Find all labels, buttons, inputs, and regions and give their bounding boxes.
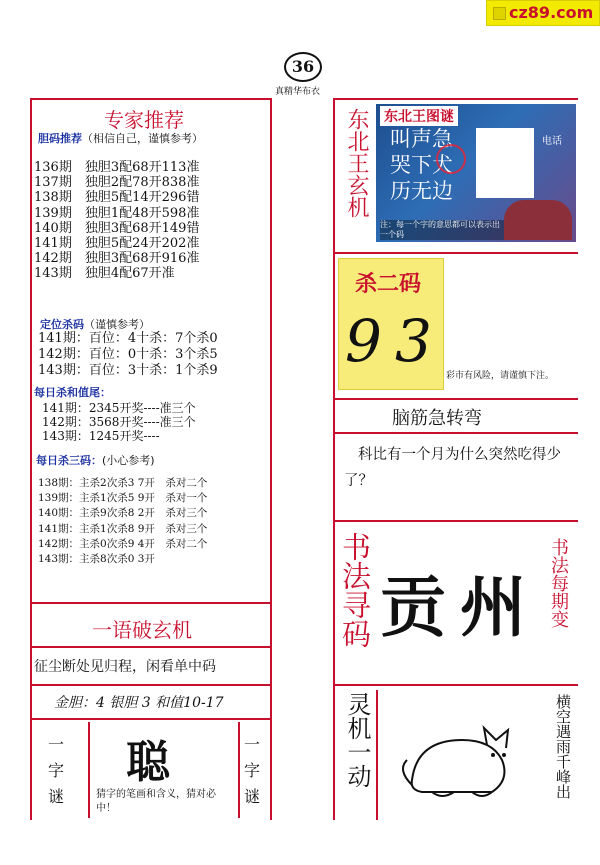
char-riddle-left: [44, 732, 68, 810]
kill-three-note: (小心参考): [102, 454, 155, 467]
list-item: 141期：百位：4十杀：7个杀0: [38, 331, 218, 346]
dan-label-row: [38, 130, 203, 146]
center-rule-left: [270, 98, 272, 820]
bottom-right-vertical: [548, 694, 572, 799]
kill-three-header: [36, 452, 155, 468]
riddle-title: 一语破玄机: [92, 618, 192, 642]
northeast-stamp-icon: [436, 144, 466, 174]
list-item: 141期：2345开奖----准三个: [42, 401, 196, 415]
list-item: 140期 独胆3配68开149错: [34, 220, 200, 236]
char-riddle-right: [240, 732, 264, 810]
position-kill-header: [40, 316, 150, 332]
top-rule-right: [333, 98, 578, 100]
dan-note: （相信自己，谨慎参考）: [82, 132, 203, 145]
kill-two-top-rule: [333, 252, 578, 254]
expert-list: [34, 160, 199, 282]
riddle-result: 金胆：4 银胆 3 和值10-17: [54, 695, 224, 711]
watermark-square-icon: [493, 7, 506, 20]
riddle-bottom-rule: [30, 684, 270, 686]
calligraphy-side-text: 书法每期变: [548, 538, 569, 628]
position-kill-label: 定位杀码: [40, 318, 84, 331]
northeast-vertical-text: 东北王玄机: [344, 108, 369, 218]
logo-text: 36: [291, 57, 315, 76]
char-riddle-box: [88, 722, 240, 818]
center-rule-right: [333, 98, 335, 820]
poem-line: 叫声急: [390, 127, 453, 151]
calligraphy-chars: 贡州: [380, 568, 540, 646]
northeast-white-patch: [476, 128, 534, 198]
northeast-note: 注：每一个字的意思都可以表示出一个码: [380, 220, 504, 240]
watermark-badge: [486, 0, 600, 26]
list-item: 141期：主杀1次杀8 9开 杀对三个: [38, 522, 208, 535]
brain-mid-rule: [333, 432, 578, 434]
brain-bottom-rule: [333, 520, 578, 522]
list-item: 138期 独胆5配14开296错: [34, 190, 200, 206]
list-item: 139期 独胆1配48开598准: [34, 205, 200, 221]
char-riddle-hint: 猜字的笔画和含义，猜对必中！: [96, 789, 216, 814]
list-item: 142期：百位：0十杀：3个杀5: [38, 347, 218, 362]
riddle-result-rule: [30, 718, 270, 720]
brain-question: 科比有一个月为什么突然吃得少了？: [344, 447, 561, 489]
northeast-person-image: [504, 200, 572, 240]
dan-label: 胆码推荐: [38, 132, 82, 145]
riddle-mid-rule: [30, 646, 270, 648]
kill-two-box: [338, 258, 444, 390]
list-item: 143期 独胆4配67开准: [34, 266, 175, 282]
riddle-top-rule: [30, 602, 270, 604]
list-item: 137期 独胆2配78开838准: [34, 175, 200, 191]
poem-line: 历无边: [390, 179, 453, 203]
calligraphy-bottom-rule: [333, 684, 578, 686]
list-item: 143期：1245开奖----: [42, 429, 160, 443]
calligraphy-side: [546, 538, 570, 628]
northeast-box-title: 东北王图谜: [380, 106, 458, 126]
northeast-side: 电话: [542, 136, 562, 147]
kill-two-title: 杀二码: [355, 271, 422, 297]
sum-kill-list: [42, 401, 196, 443]
sum-kill-label: 每日杀和值尾：: [34, 386, 111, 399]
kill-three-list: [38, 476, 207, 567]
list-item: 143期：主杀8次杀0 3开: [38, 553, 155, 566]
list-item: 141期 独胆5配24开202准: [34, 236, 200, 252]
char-riddle-char: 聪: [126, 737, 170, 788]
northeast-picture: [376, 104, 576, 242]
bottom-left-vertical: [340, 692, 372, 788]
kill-three-label: 每日杀三码：: [36, 454, 102, 467]
watermark-text: cz89.com: [509, 3, 594, 22]
expert-title: 专家推荐: [104, 108, 184, 132]
char-riddle-left-3: 谜: [47, 787, 64, 806]
cat-illustration: [392, 700, 532, 810]
brain-top-rule: [333, 398, 578, 400]
char-riddle-left-1: 一: [47, 735, 64, 754]
bottom-right-text: 横空遇雨千峰出: [554, 694, 572, 799]
bottom-divider: [376, 690, 378, 820]
brain-title: 脑筋急转弯: [392, 408, 482, 429]
list-item: 142期：3568开奖----准三个: [42, 415, 196, 429]
list-item: 138期：主杀2次杀3 7开 杀对二个: [38, 477, 208, 489]
position-kill-list: [38, 331, 218, 379]
left-column-rule: [30, 98, 32, 820]
kill-two-note: 彩市有风险，请谨慎下注。: [446, 371, 555, 381]
char-riddle-right-3: 谜: [243, 787, 260, 806]
list-item: 142期 独胆3配68开916准: [34, 251, 200, 267]
list-item: 136期 独胆3配68开113准: [34, 160, 200, 175]
riddle-text: 征尘断处见归程，闲看单中码: [34, 659, 216, 675]
list-item: 143期：百位：3十杀：1个杀9: [38, 363, 218, 378]
kill-two-digit-1: 9: [345, 307, 382, 375]
list-item: 140期：主杀9次杀8 2开 杀对三个: [38, 507, 208, 520]
calligraphy-label-text: 书法寻码: [338, 532, 372, 648]
poem-line: 哭下犬: [390, 153, 453, 177]
char-riddle-right-1: 一: [243, 735, 260, 754]
kill-two-digit-2: 3: [395, 307, 432, 375]
position-kill-note: （谨慎参考）: [84, 318, 150, 331]
char-riddle-left-2: 字: [47, 761, 64, 780]
list-item: 139期：主杀1次杀5 9开 杀对一个: [38, 492, 208, 505]
northeast-vertical-title: [340, 108, 370, 218]
top-rule-left: [30, 98, 270, 100]
list-item: 142期：主杀0次杀9 4开 杀对二个: [38, 537, 208, 550]
masthead-logo: [284, 52, 322, 82]
bottom-left-text: 灵机一动: [343, 692, 371, 788]
masthead-subtitle: 真精华布衣: [275, 87, 321, 97]
calligraphy-label: [338, 532, 372, 648]
char-riddle-right-2: 字: [243, 761, 260, 780]
